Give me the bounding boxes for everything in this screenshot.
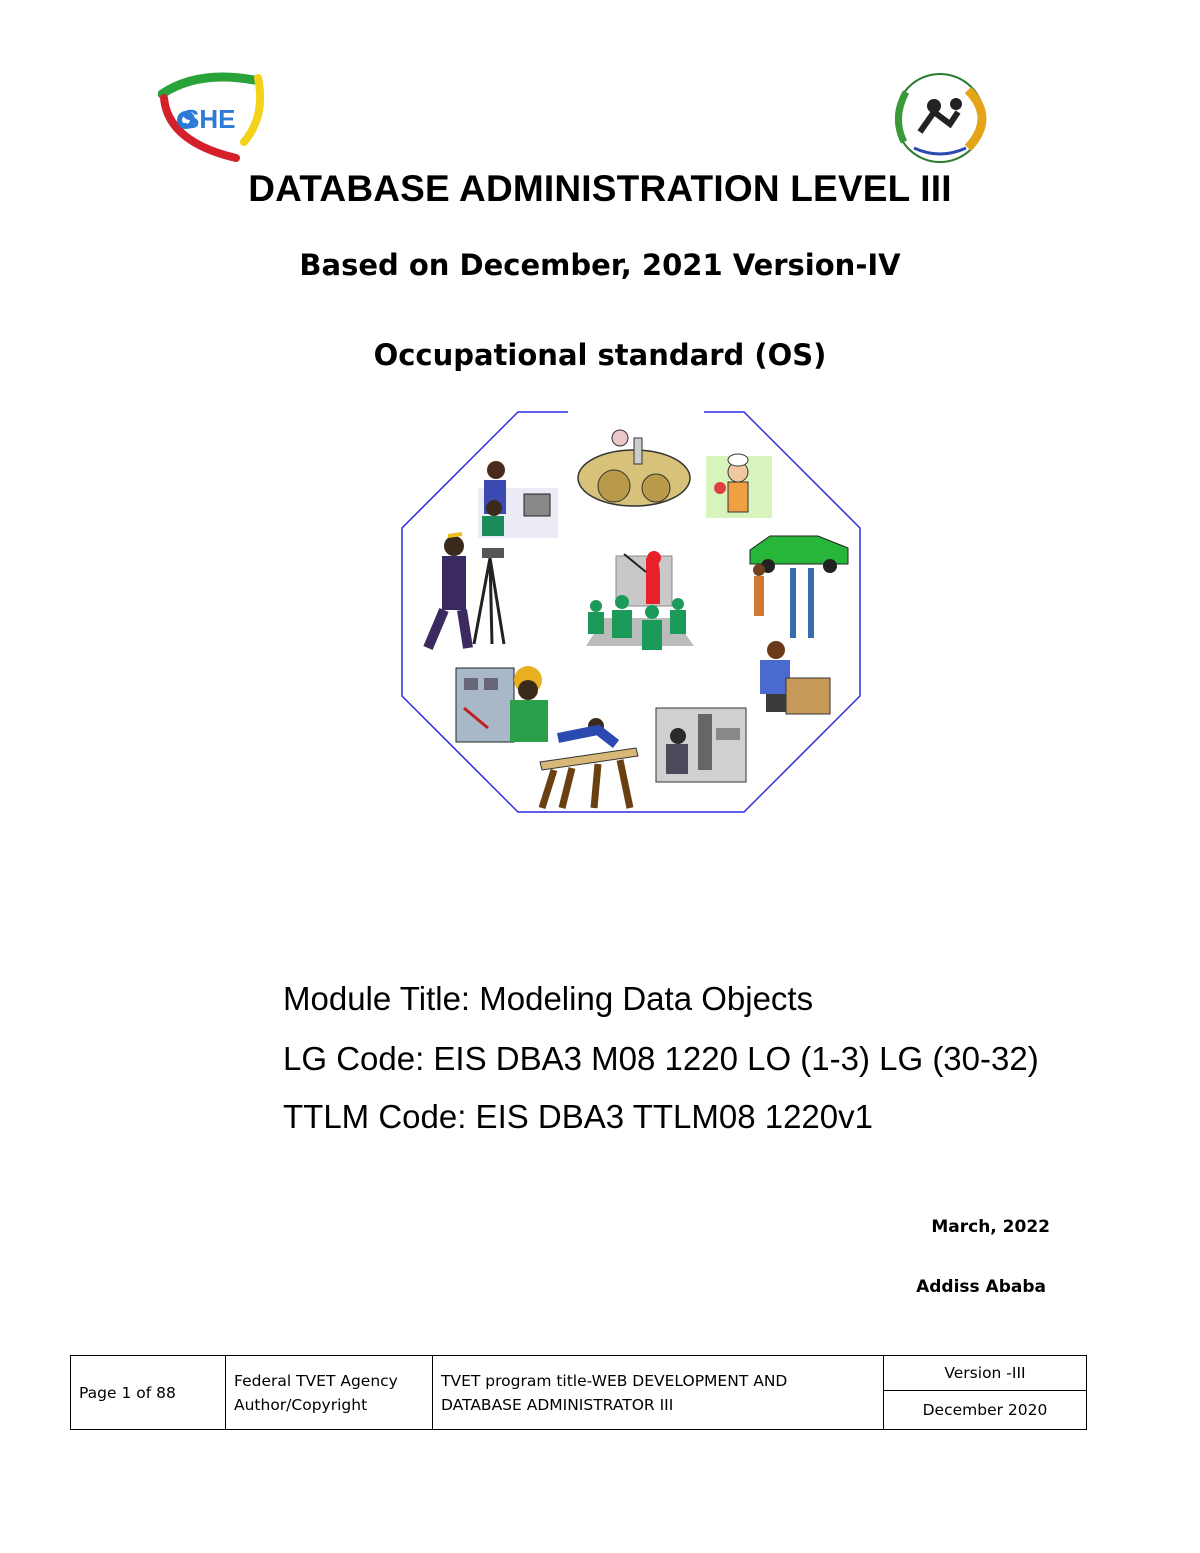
chef-icon — [706, 454, 772, 518]
footer-version-cell — [884, 1356, 1086, 1429]
publication-date: March, 2022 — [931, 1217, 1050, 1237]
footer-table — [70, 1355, 1087, 1430]
version-subtitle: Based on December, 2021 Version-IV — [299, 248, 901, 282]
footer-program-cell — [433, 1356, 884, 1429]
electrician-panel-icon — [456, 666, 548, 742]
steam-roller-icon — [578, 430, 690, 506]
classroom-teacher-icon — [586, 551, 694, 650]
program-title-line2: DATABASE ADMINISTRATOR III — [441, 1395, 674, 1414]
publication-city: Addiss Ababa — [916, 1277, 1046, 1297]
module-title: Module Title: Modeling Data Objects — [283, 980, 814, 1017]
surveyor-icon — [428, 534, 504, 648]
version-date: December 2020 — [922, 1401, 1048, 1419]
footer-agency-cell — [226, 1356, 433, 1429]
standard-subtitle: Occupational standard (OS) — [373, 338, 827, 372]
ttlm-code: TTLM Code: EIS DBA3 TTLM08 1220v1 — [283, 1098, 873, 1135]
car-lift-mechanic-icon — [750, 536, 848, 638]
she-logo — [158, 72, 268, 164]
federal-tvet-agency-seal — [884, 72, 998, 164]
occupations-illustration — [398, 408, 864, 816]
footer-page-cell — [71, 1356, 226, 1429]
lg-code: LG Code: EIS DBA3 M08 1220 LO (1-3) LG (30-32) — [283, 1040, 1039, 1077]
page-number: Page 1 of 88 — [79, 1383, 176, 1402]
agency-name: Federal TVET Agency — [234, 1371, 398, 1390]
machinist-icon — [656, 708, 746, 782]
computer-workers-icon — [478, 461, 558, 538]
carpenter-icon — [540, 718, 638, 808]
document-title: DATABASE ADMINISTRATION LEVEL III — [248, 168, 952, 209]
mason-icon — [760, 641, 830, 714]
agency-copyright: Author/Copyright — [234, 1395, 368, 1414]
program-title-line1: TVET program title-WEB DEVELOPMENT AND — [441, 1371, 788, 1390]
version-label: Version -III — [884, 1356, 1086, 1391]
she-logo-text: SHE — [182, 104, 236, 134]
